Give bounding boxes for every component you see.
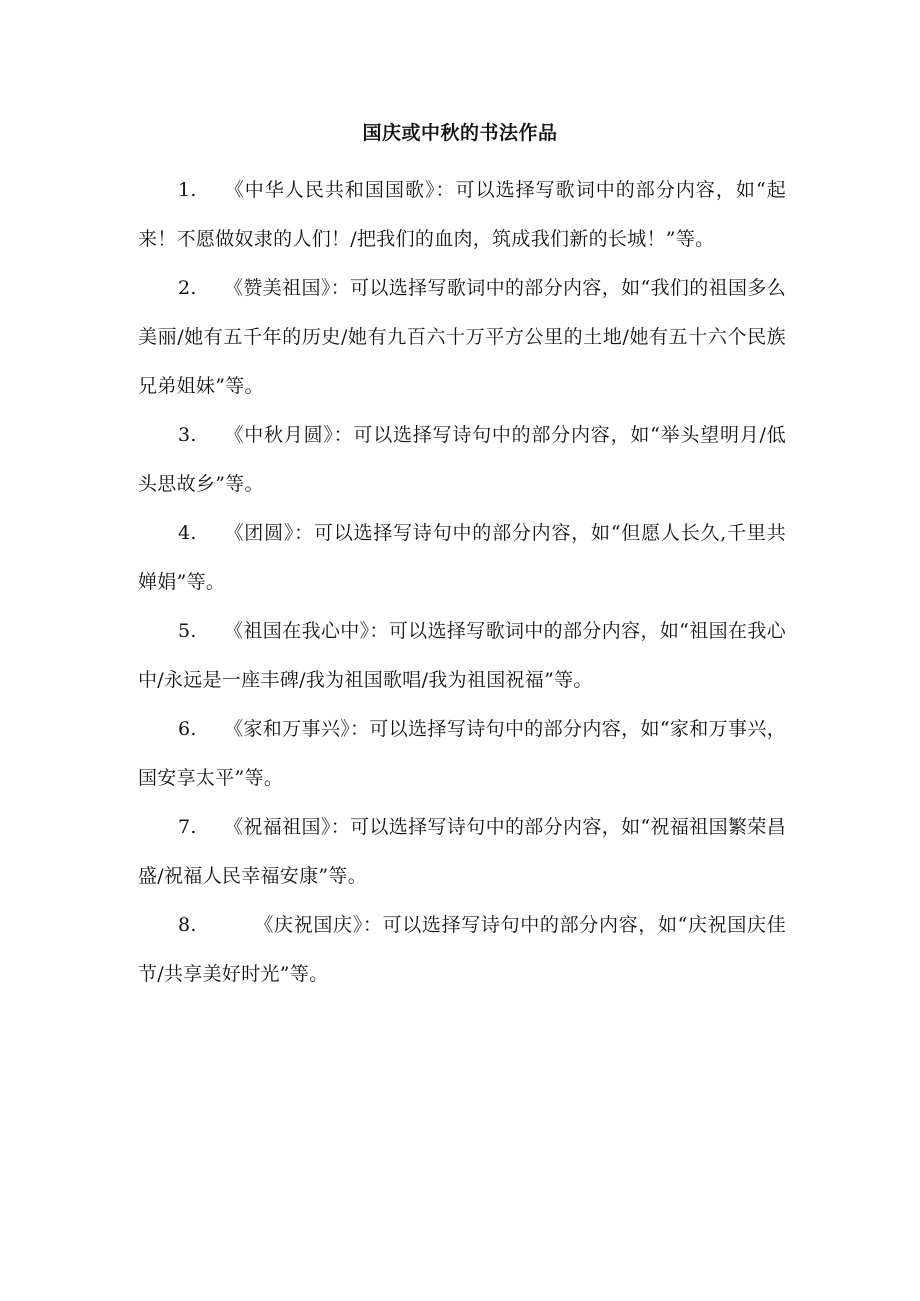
- item-text: 《中华人民共和国国歌》：可以选择写歌词中的部分内容，如“起来！不愿做奴隶的人们！/把我们的血肉，筑成我们新的长城！”等。: [138, 179, 786, 250]
- document-title: 国庆或中秋的书法作品: [362, 122, 558, 144]
- list-item: [138, 264, 786, 411]
- item-number: 5.: [178, 620, 197, 642]
- item-list: [138, 166, 786, 999]
- item-text: 《赞美祖国》：可以选择写歌词中的部分内容，如“我们的祖国多么美丽/她有五千年的历史/她有九百六十万平方公里的土地/她有五十六个民族兄弟姐妹”等。: [138, 277, 786, 397]
- list-item: [138, 901, 786, 999]
- item-number: 4.: [178, 522, 197, 544]
- item-number: 7.: [178, 816, 197, 838]
- list-item: [138, 803, 786, 901]
- item-text: 《中秋月圆》：可以选择写诗句中的部分内容，如“举头望明月/低头思故乡”等。: [138, 424, 786, 495]
- item-text: 《祝福祖国》：可以选择写诗句中的部分内容，如“祝福祖国繁荣昌盛/祝福人民幸福安康”等。: [138, 816, 786, 887]
- item-text: 《家和万事兴》：可以选择写诗句中的部分内容，如“家和万事兴，国安享太平”等。: [138, 718, 786, 789]
- item-number: 6.: [178, 718, 197, 740]
- item-text: 《庆祝国庆》：可以选择写诗句中的部分内容，如“庆祝国庆佳节/共享美好时光”等。: [138, 914, 786, 985]
- item-number: 3.: [178, 424, 197, 446]
- list-item: [138, 166, 786, 264]
- list-item: [138, 607, 786, 705]
- list-item: [138, 705, 786, 803]
- item-number: 8.: [178, 914, 197, 936]
- item-text: 《团圆》：可以选择写诗句中的部分内容，如“但愿人长久,千里共婵娟”等。: [138, 522, 786, 593]
- item-text: 《祖国在我心中》：可以选择写歌词中的部分内容，如“祖国在我心中/永远是一座丰碑/我为祖国歌唱/我为祖国祝福”等。: [138, 620, 786, 691]
- item-number: 2.: [178, 277, 197, 299]
- list-item: [138, 509, 786, 607]
- list-item: [138, 411, 786, 509]
- item-number: 1.: [178, 179, 197, 201]
